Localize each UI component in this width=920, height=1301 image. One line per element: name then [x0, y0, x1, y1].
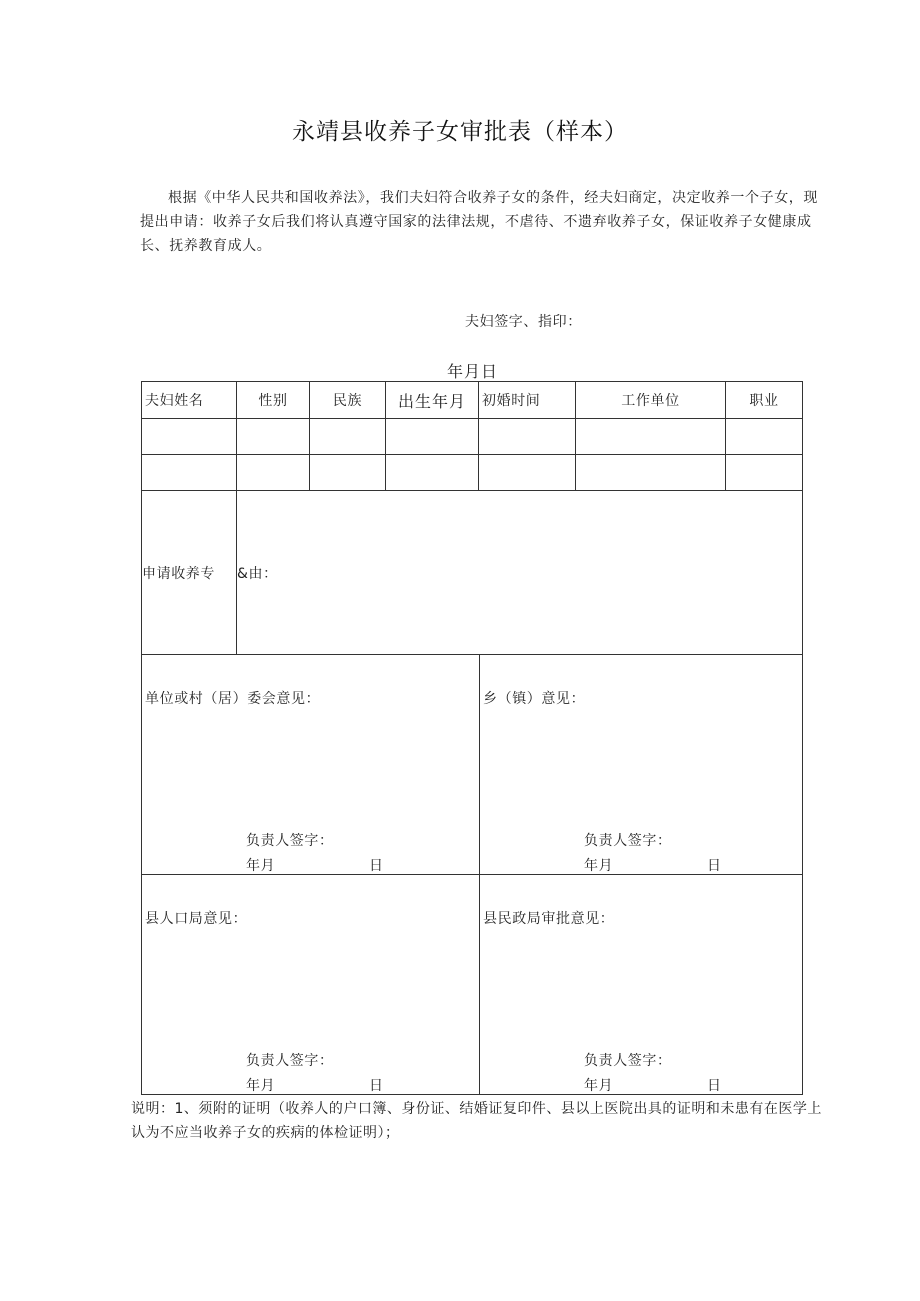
- input-cell[interactable]: [726, 419, 803, 455]
- unit-sign-label: 负责人签字：: [246, 833, 334, 849]
- input-cell[interactable]: [386, 419, 479, 455]
- input-cell[interactable]: [310, 419, 386, 455]
- unit-opinion-box[interactable]: [142, 655, 480, 875]
- input-cell[interactable]: [237, 455, 310, 491]
- civil-affairs-sign-label: 负责人签字：: [584, 1053, 672, 1069]
- reason-row: [142, 491, 803, 655]
- population-bureau-opinion-box[interactable]: [142, 875, 480, 1095]
- civil-affairs-date: 年月 日: [584, 1078, 722, 1094]
- table-row: [142, 455, 803, 491]
- header-occupation: 职业: [726, 382, 803, 419]
- unit-opinion-label: 单位或村（居）委会意见：: [145, 691, 321, 707]
- reason-field[interactable]: [237, 491, 803, 655]
- township-date: 年月 日: [584, 858, 722, 874]
- header-birth-date: 出生年月: [386, 382, 479, 419]
- input-cell[interactable]: [576, 455, 726, 491]
- civil-affairs-opinion-label: 县民政局审批意见：: [483, 911, 615, 927]
- intro-paragraph: 根据《中华人民共和国收养法》，我们夫妇符合收养子女的条件，经夫妇商定，决定收养一个子女，现提出申请：收养子女后我们将认真遵守国家的法律法规，不虐待、不遗弃收养子女，保证收养子女健康成长、抚养教育成人。: [140, 190, 818, 254]
- header-couple-name: 夫妇姓名: [142, 382, 237, 419]
- page-title: 永靖县收养子女审批表（样本）: [292, 119, 628, 145]
- input-cell[interactable]: [386, 455, 479, 491]
- civil-affairs-opinion-box[interactable]: [480, 875, 803, 1095]
- notes-text: 说明：1、须附的证明（收养人的户口簿、身份证、结婚证复印件、县以上医院出具的证明和未患有在医学上认为不应当收养子女的疾病的体检证明）；: [131, 1101, 822, 1141]
- input-cell[interactable]: [142, 455, 237, 491]
- township-opinion-label: 乡（镇）意见：: [483, 691, 586, 707]
- input-cell[interactable]: [142, 419, 237, 455]
- table-header-row: [142, 382, 803, 419]
- header-first-marriage-date: 初婚时间: [479, 382, 576, 419]
- header-ethnicity: 民族: [310, 382, 386, 419]
- opinions-table: [141, 654, 803, 1095]
- reason-label: 申请收养专: [142, 491, 237, 655]
- input-cell[interactable]: [310, 455, 386, 491]
- top-date-label: 年月日: [447, 362, 499, 381]
- input-cell[interactable]: [726, 455, 803, 491]
- input-cell[interactable]: [237, 419, 310, 455]
- applicant-table: [141, 381, 803, 655]
- population-bureau-sign-label: 负责人签字：: [246, 1053, 334, 1069]
- unit-date: 年月 日: [246, 858, 384, 874]
- couple-signature-label: 夫妇签字、指印：: [465, 314, 582, 330]
- input-cell[interactable]: [479, 455, 576, 491]
- township-opinion-box[interactable]: [480, 655, 803, 875]
- input-cell[interactable]: [576, 419, 726, 455]
- population-bureau-date: 年月 日: [246, 1078, 384, 1094]
- township-sign-label: 负责人签字：: [584, 833, 672, 849]
- population-bureau-opinion-label: 县人口局意见：: [145, 911, 248, 927]
- table-row: [142, 419, 803, 455]
- header-gender: 性别: [237, 382, 310, 419]
- reason-prefix: &由：: [237, 565, 278, 582]
- header-work-unit: 工作单位: [576, 382, 726, 419]
- input-cell[interactable]: [479, 419, 576, 455]
